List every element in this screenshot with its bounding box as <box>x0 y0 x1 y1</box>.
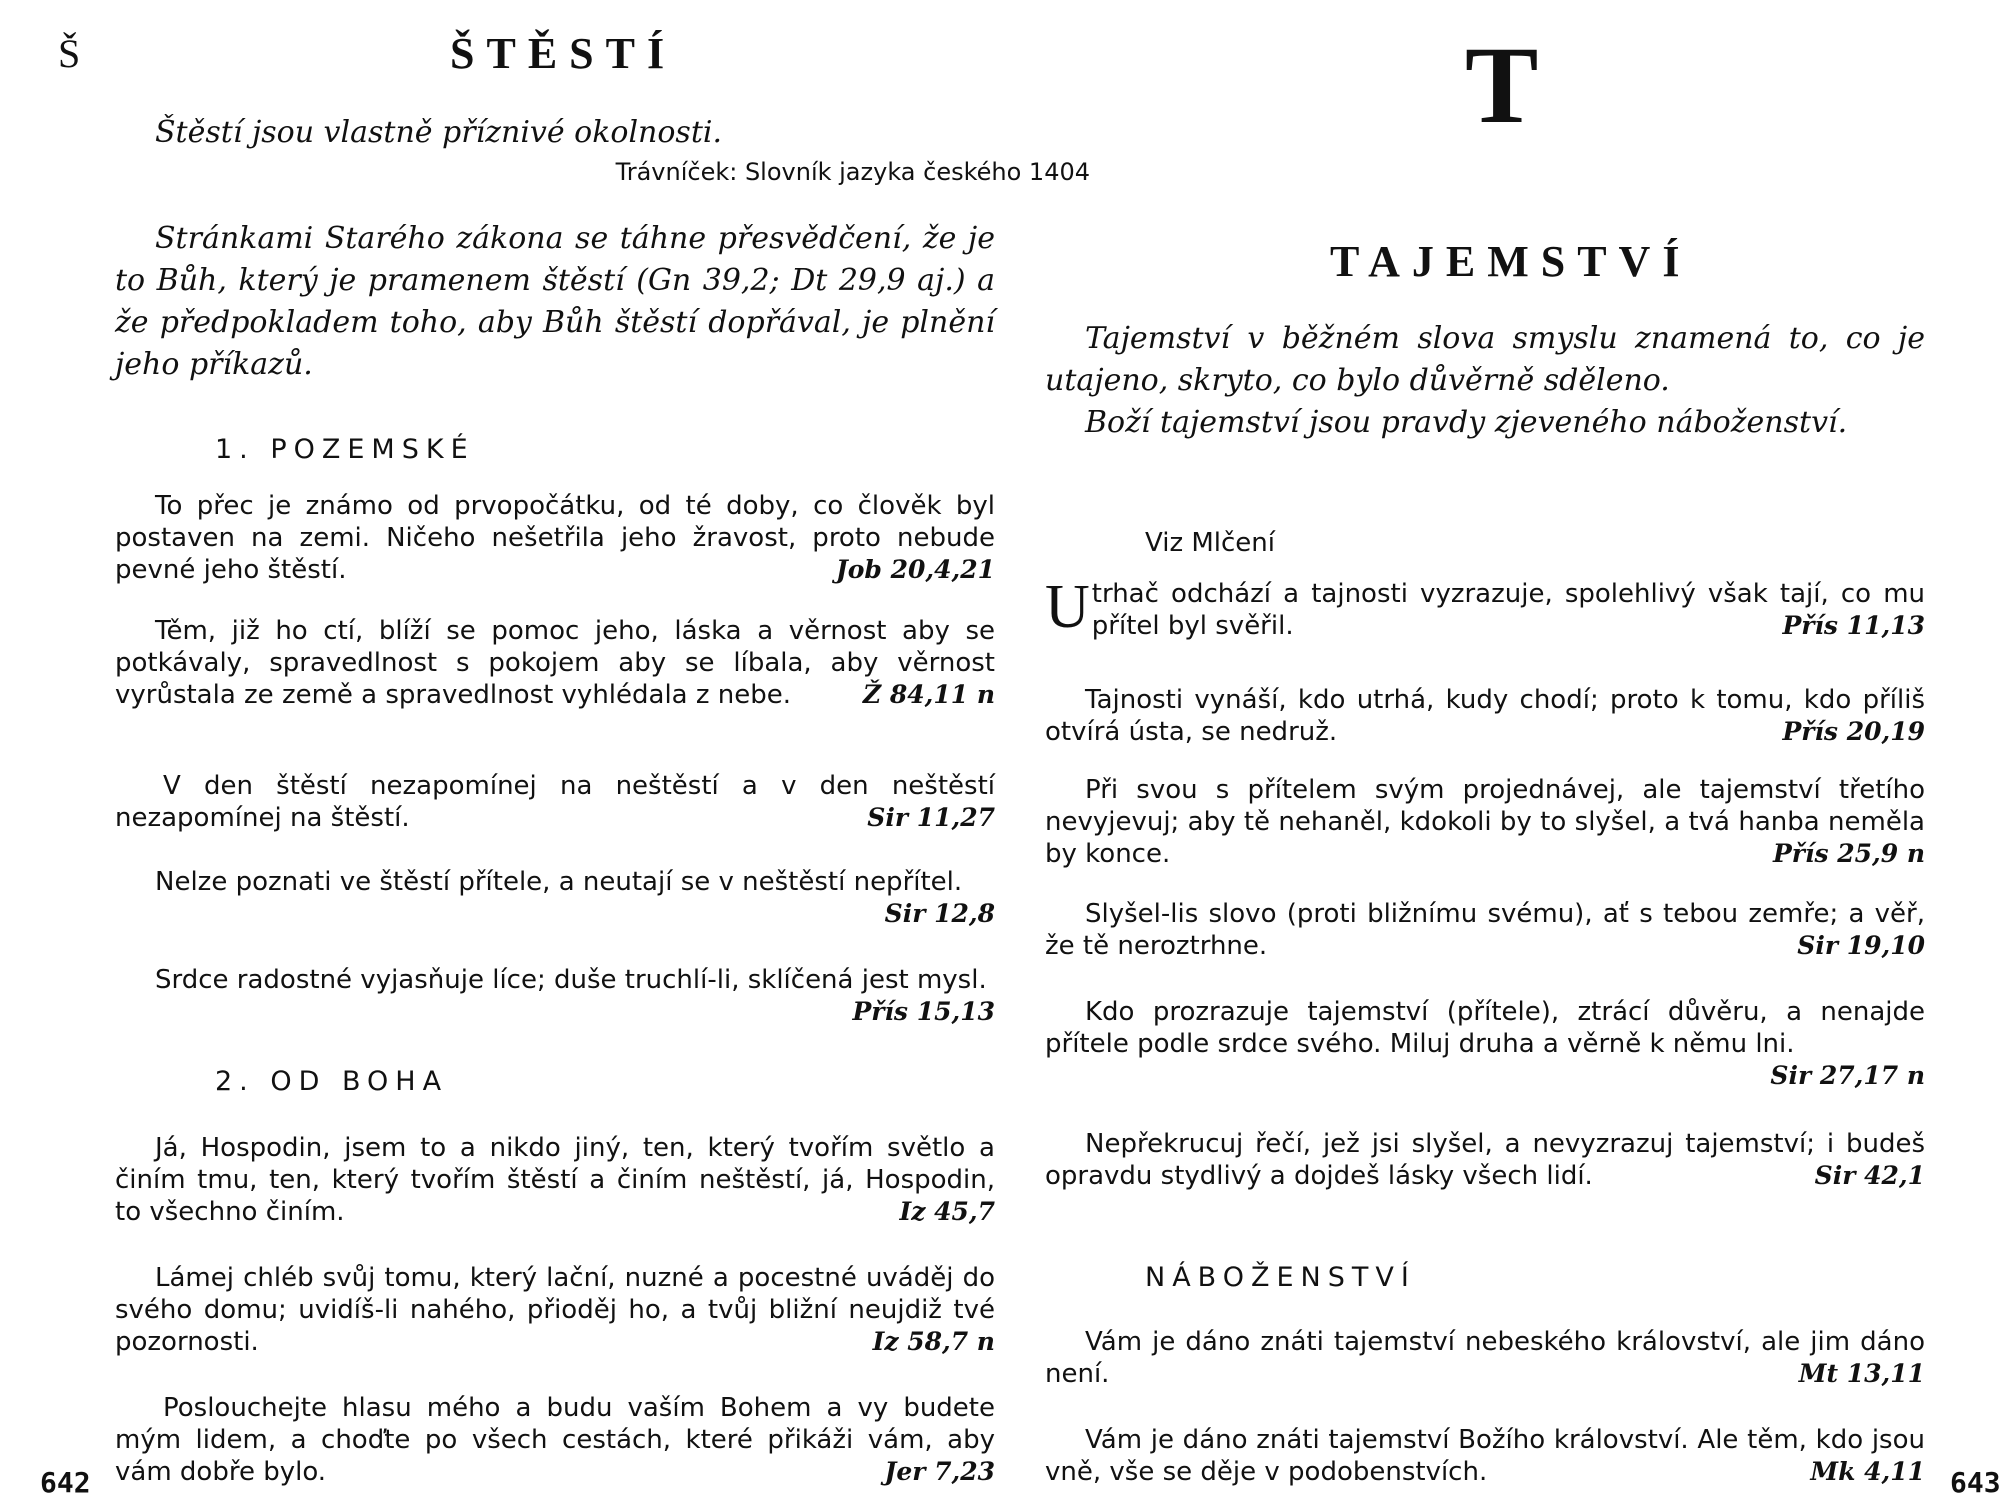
quote-reference: Iz 45,7 <box>899 1197 995 1226</box>
page-number-right: 643 <box>1950 1466 2001 1499</box>
left-page <box>110 0 1090 1501</box>
quote <box>115 1132 995 1228</box>
quote <box>1045 1326 1925 1390</box>
quote-text: trhač odchází a tajnosti vyzrazuje, spolehlivý však tají, co mu přítel byl svěřil. <box>1091 579 1925 641</box>
intro-paragraph: Stránkami Starého zákona se táhne přesvědčení, že je to Bůh, který je pramenem štěstí (Gn 39,2; Dt 29,9 aj.) a že předpokladem toho, aby Bůh štěstí dopřával, je plnění jeho příkazů. <box>115 221 995 382</box>
quote-reference: Iz 58,7 n <box>872 1327 995 1356</box>
quote-reference: Přís 15,13 <box>852 997 995 1026</box>
quote-reference: Sir 19,10 <box>1797 931 1925 960</box>
quote <box>115 964 995 1028</box>
page-number-left: 642 <box>40 1466 91 1499</box>
see-also: Viz Mlčení <box>1145 528 1275 558</box>
quote-reference: Jer 7,23 <box>884 1457 995 1486</box>
quote-reference: Job 20,4,21 <box>835 555 995 584</box>
headword-stesti: ŠTĚSTÍ <box>450 29 677 78</box>
quote-text: Poslouchejte hlasu mého a budu vaším Bohem a vy budete mým lidem, a choďte po všech cestách, které přikáži vám, aby vám dobře bylo. <box>115 1393 995 1487</box>
quote-text: Vám je dáno znáti tajemství Božího království. Ale těm, kdo jsou vně, vše se děje v podobenstvích. <box>1045 1425 1925 1487</box>
quote-reference: Mk 4,11 <box>1810 1457 1925 1486</box>
section-od-boha: 2. OD BOHA <box>215 1066 449 1097</box>
quote <box>1045 1424 1925 1488</box>
quote <box>1045 684 1925 748</box>
quote-text: Nepřekrucuj řečí, jež jsi slyšel, a nevyzrazuj tajemství; i budeš opravdu stydlivý a dojdeš lásky všech lidí. <box>1045 1129 1925 1191</box>
quote-reference: Přís 25,9 n <box>1772 839 1925 868</box>
quote <box>115 1392 995 1488</box>
drop-cap: U <box>1045 573 1090 641</box>
quote-reference: Sir 12,8 <box>884 899 995 928</box>
quote <box>115 770 995 834</box>
quote-text: Těm, již ho ctí, blíží se pomoc jeho, láska a věrnost aby se potkávaly, spravedlnost s pokojem aby se líbala, aby věrnost vyrůstala ze země a spravedlnost vyhlédala z nebe. <box>115 616 995 710</box>
quote <box>115 1262 995 1358</box>
quote <box>1045 898 1925 962</box>
quote-reference: Ž 84,11 n <box>862 680 995 709</box>
section-nabozenstvi: NÁBOŽENSTVÍ <box>1145 1262 1416 1293</box>
quote-text: Tajnosti vynáší, kdo utrhá, kudy chodí; proto k tomu, kdo příliš otvírá ústa, se nedruž. <box>1045 685 1925 747</box>
definition: Štěstí jsou vlastně příznivé okolnosti. <box>155 115 723 150</box>
quote <box>115 866 995 930</box>
quote-text: Při svou s přítelem svým projednávej, ale tajemství třetího nevyjevuj; aby tě nehaněl, kdokoli by to slyšel, a tvá hanba neměla by konce. <box>1045 775 1925 869</box>
quote-text: Kdo prozrazuje tajemství (přítele), ztrácí důvěru, a nenajde přítele podle srdce svého. Miluj druha a věrně k němu lni. <box>1045 997 1925 1059</box>
headword-tajemstvi: TAJEMSTVÍ <box>1330 237 1692 286</box>
quote <box>1045 573 1925 642</box>
intro-paragraph-1: Tajemství v běžném slova smyslu znamená to, co je utajeno, skryto, co bylo důvěrně sděleno. <box>1045 321 1925 398</box>
right-page <box>1045 0 1925 1501</box>
quote-reference: Sir 11,27 <box>867 803 995 832</box>
quote <box>1045 1128 1925 1192</box>
quote-reference: Sir 27,17 n <box>1770 1061 1925 1090</box>
quote-text: Vám je dáno znáti tajemství nebeského království, ale jim dáno není. <box>1045 1327 1925 1389</box>
quote-text: Srdce radostné vyjasňuje líce; duše truchlí-li, sklíčená jest mysl. <box>155 965 987 995</box>
quote-reference: Sir 42,1 <box>1814 1161 1925 1190</box>
quote-text: Lámej chléb svůj tomu, který lační, nuzné a pocestné uváděj do svého domu; uvidíš-li nahého, přioděj ho, a tvůj bližní neujdiž tvé pozornosti. <box>115 1263 995 1357</box>
quote-text: To přec je známo od prvopočátku, od té doby, co člověk byl postaven na zemi. Ničeho nešetřila jeho žravost, proto nebude pevné jeho štěstí. <box>115 491 995 585</box>
quote-reference: Přís 11,13 <box>1782 611 1925 640</box>
quote <box>115 615 995 711</box>
quote-reference: Mt 13,11 <box>1798 1359 1925 1388</box>
definition-source: Trávníček: Slovník jazyka českého 1404 <box>615 158 1090 186</box>
quote-text: Slyšel-lis slovo (proti bližnímu svému), ať s tebou zemře; a věř, že tě neroztrhne. <box>1045 899 1925 961</box>
quote-reference: Přís 20,19 <box>1782 717 1925 746</box>
intro-paragraph-2: Boží tajemství jsou pravdy zjeveného náboženství. <box>1085 405 1848 440</box>
quote <box>115 490 995 586</box>
quote-text: V den štěstí nezapomínej na neštěstí a v den neštěstí nezapomínej na štěstí. <box>115 771 995 833</box>
quote-text: Já, Hospodin, jsem to a nikdo jiný, ten, který tvořím světlo a činím tmu, ten, který tvořím štěstí a činím neštěstí, já, Hospodin, to všechno činím. <box>115 1133 995 1227</box>
quote-text: Nelze poznati ve štěstí přítele, a neutají se v neštěstí nepřítel. <box>155 867 963 897</box>
section-letter-t: T <box>1465 24 1539 146</box>
section-pozemske: 1. POZEMSKÉ <box>215 434 475 465</box>
quote <box>1045 996 1925 1092</box>
quote <box>1045 774 1925 870</box>
running-letter-left: Š <box>58 31 81 76</box>
